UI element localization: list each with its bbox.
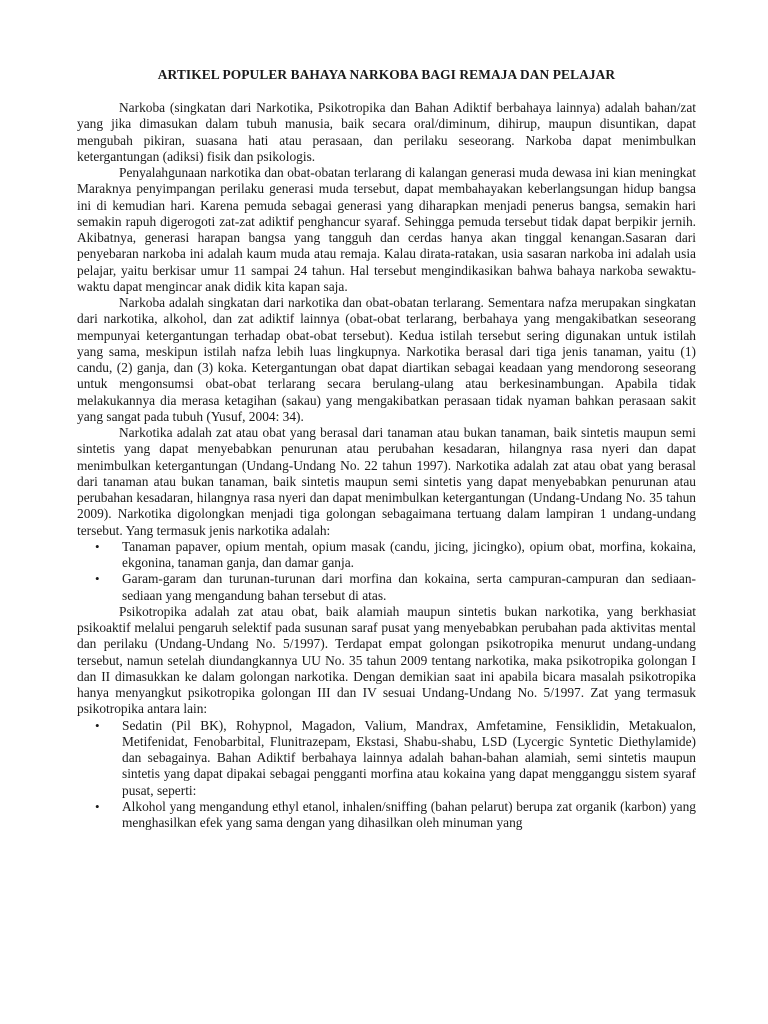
- paragraph-narkotika-definition: Narkotika adalah zat atau obat yang berasal dari tanaman atau bukan tanaman, baik sintetis maupun semi sintetis yang dapat menyebabkan penurunan atau perubahan kesadaran, hilangnya rasa nyeri dan dapat menimbulkan ketergantungan (Undang-Undang No. 22 tahun 1997). Narkotika adalah zat atau obat yang berasal dari tanaman atau bukan tanaman, baik sintetis maupun semi sintetis yang dapat menyebabkan penurunan atau perubahan kesadaran, hilangnya rasa nyeri dan dapat menimbulkan ketergantungan (Undang-Undang No. 35 tahun 2009). Narkotika digolongkan menjadi tiga golongan sebagaimana tertuang dalam lampiran 1 undang-undang tersebut. Yang termasuk jenis narkotika adalah:: [77, 425, 696, 538]
- list-item-text: Tanaman papaver, opium mentah, opium masak (candu, jicing, jicingko), opium obat, morfina, kokaina, ekgonina, tanaman ganja, dan damar ganja.: [122, 538, 696, 570]
- list-item: [95, 798, 696, 832]
- article-title: ARTIKEL POPULER BAHAYA NARKOBA BAGI REMAJA DAN PELAJAR: [157, 67, 616, 82]
- list-item-text: Garam-garam dan turunan-turunan dari morfina dan kokaina, serta campuran-campuran dan sediaan-sediaan yang mengandung bahan tersebut di atas.: [122, 571, 696, 603]
- bullet-icon: •: [95, 798, 100, 814]
- list-item: [95, 717, 696, 799]
- paragraph-narkoba-definition: Narkoba (singkatan dari Narkotika, Psikotropika dan Bahan Adiktif berbahaya lainnya) adalah bahan/zat yang jika dimasukan dalam tubuh manusia, baik secara oral/diminum, dihirup, maupun disuntikan, dapat mengubah pikiran, suasana hati atau perasaan, dan perilaku seseorang. Narkoba dapat menimbulkan ketergantungan (adiksi) fisik dan psikologis.: [77, 100, 696, 164]
- narkotika-list: [77, 539, 696, 604]
- paragraph-narkoba-singkatan: Narkoba adalah singkatan dari narkotika dan obat-obatan terlarang. Sementara nafza merupakan singkatan dari narkotika, alkohol, dan zat adiktif lainnya (obat-obat terlarang, berbahaya yang mengakibatkan seseorang mempunyai ketergantungan terhadap obat-obat tersebut). Kedua istilah tersebut sering digunakan untuk istilah yang sama, meskipun istilah nafza lebih luas lingkupnya. Narkotika berasal dari tiga jenis tanaman, yaitu (1) candu, (2) ganja, dan (3) koka. Ketergantungan obat dapat diartikan sebagai keadaan yang mendorong seseorang untuk mengonsumsi obat-obat terlarang secara berulang-ulang atau berkesinambungan. Apabila tidak melakukannya dia merasa ketagihan (sakau) yang mengakibatkan perasaan tidak nyaman bahkan perasaan sakit yang sangat pada tubuh (Yusuf, 2004: 34).: [77, 295, 696, 424]
- list-item: [95, 538, 696, 572]
- paragraph-psikotropika: Psikotropika adalah zat atau obat, baik alamiah maupun sintetis bukan narkotika, yang berkhasiat psikoaktif melalui pengaruh selektif pada susunan saraf pusat yang menyebabkan perubahan pada aktivitas mental dan perilaku (Undang-Undang No. 5/1997). Terdapat empat golongan psikotropika menurut undang-undang tersebut, namun setelah diundangkannya UU No. 35 tahun 2009 tentang narkotika, maka psikotropika golongan I dan II dimasukkan ke dalam golongan narkotika. Dengan demikian saat ini apabila bicara masalah psikotropika hanya menyangkut psikotropika golongan III dan IV sesuai Undang-Undang No. 5/1997. Zat yang termasuk psikotropika antara lain:: [77, 603, 696, 717]
- paragraph-penyalahgunaan: Penyalahgunaan narkotika dan obat-obatan terlarang di kalangan generasi muda dewasa ini kian meningkat Maraknya penyimpangan perilaku generasi muda tersebut, dapat membahayakan keberlangsungan hidup bangsa ini di kemudian hari. Karena pemuda sebagai generasi yang diharapkan menjadi penerus bangsa, semakin hari semakin rapuh digerogoti zat-zat adiktif penghancur syaraf. Sehingga pemuda tersebut tidak dapat berpikir jernih. Akibatnya, generasi harapan bangsa yang tangguh dan cerdas hanya akan tinggal kenangan.Sasaran dari penyebaran narkoba ini adalah kaum muda atau remaja. Kalau dirata-ratakan, usia sasaran narkoba ini adalah usia pelajar, yaitu berkisar umur 11 sampai 24 tahun. Hal tersebut mengindikasikan bahwa bahaya narkoba sewaktu-waktu dapat mengincar anak didik kita kapan saja.: [77, 165, 696, 294]
- bullet-icon: •: [95, 717, 100, 733]
- list-item-text: Alkohol yang mengandung ethyl etanol, inhalen/sniffing (bahan pelarut) berupa zat organik (karbon) yang menghasilkan efek yang sama dengan yang dihasilkan oleh minuman yang: [122, 798, 696, 830]
- bullet-icon: •: [95, 571, 100, 587]
- bullet-icon: •: [95, 538, 100, 554]
- psikotropika-list: [77, 718, 696, 832]
- list-item-text: Sedatin (Pil BK), Rohypnol, Magadon, Valium, Mandrax, Amfetamine, Fensiklidin, Metakualon, Metifenidat, Fenobarbital, Flunitrazepam, Ekstasi, Shabu-shabu, LSD (Lycergic Syntetic Diethylamide) dan sebagainya. Bahan Adiktif berbahaya lainnya adalah bahan-bahan alamiah, semi sintetis maupun sintetis yang dapat dipakai sebagai pengganti morfina atau kokaina yang dapat mengganggu sistem syaraf pusat, seperti:: [122, 717, 696, 798]
- list-item: [95, 571, 696, 604]
